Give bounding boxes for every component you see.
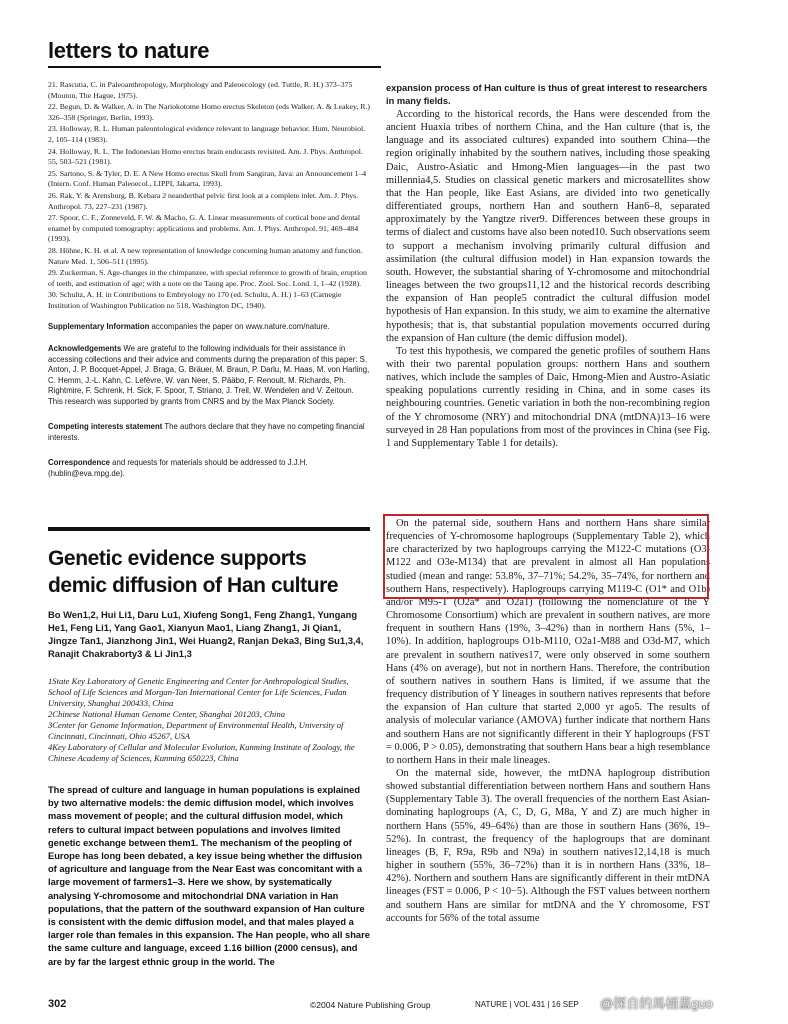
author-list: Bo Wen1,2, Hui Li1, Daru Lu1, Xiufeng Song1, Feng Zhang1, Yungang He1, Feng Li1, Yang Gao1, Xianyun Mao1, Liang Zhang1, Ji Qian1, Jingze Tan1, Jianzhong Jin1, Wei Huang2, Ranjan Deka3, Bing Su1,3,4, Ranajit Chakraborty3 & Li Jin1,3	[48, 609, 364, 659]
correspondence-text: and requests for materials should be addressed to J.J.H. (hublin@eva.mpg.de).	[48, 458, 308, 478]
journal-citation: NATURE | VOL 431 | 16 SEP	[475, 1000, 579, 1009]
affiliation-item: 4Key Laboratory of Cellular and Molecular Evolution, Kunming Institute of Zoology, the Chinese Academy of Sciences, Kunming 650223, China	[48, 742, 355, 763]
body-paragraph: According to the historical records, the Hans were descended from the ancient Huaxia tribes of northern China, and the Han culture (that is, the language and its associated cultures) expanded into southern China—the region originally inhabited by the southern natives, including those speaking Daic, Austro-Asiatic and Hmong-Mien languages—in the past two millennia4,5. Studies on classical genetic markers and microsatellites show that the Han people, like East Asians, are divided into two genetically differentiated groups, northern Han and southern Han6–8, separated approximately by the Yangtze river9. Differences between these groups in terms of dialect and customs have also been noted10. Such observations seem to support a mechanism involving primarily cultural diffusion and assimilation (the cultural diffusion model) in Han expansion towards the south. However, the substantial sharing of Y-chromosome and mitochondrial lineages between the two groups11,12 and the historical records describing the expansion of Han people5 contradict the cultural diffusion model hypothesis of Han expansion. In this study, we aim to examine the alternative hypothesis; that is, that substantial population movements occurred during the expansion of Han culture (the demic diffusion model).	[386, 109, 710, 344]
watermark: @探自的馬桶蓋guo	[600, 996, 713, 1011]
reference-item: 22. Begun, D. & Walker, A. in The Nariokotome Homo erectus Skeleton (eds Walker, A. & Leakey, R.) 326–358 (Springer, Berlin, 1993).	[48, 102, 370, 122]
reference-item: 29. Zuckerman, S. Age-changes in the chimpanzee, with special reference to growth of brain, eruption of teeth, and estimation of age; with a note on the Taung ape. Proc. Zool. Soc. Lond. 1, 1–42 (1928).	[48, 268, 367, 288]
affiliations	[48, 676, 370, 764]
reference-item: 30. Schultz, A. H. in Contributions to Embryology no 170 (ed. Schultz, A. H.) 1–63 (Carnegie Institution of Washington Publication no 518, Washington DC, 1940).	[48, 290, 342, 310]
abstract: The spread of culture and language in human populations is explained by two alternative models: the demic diffusion model, which involves mass movement of people; and the cultural diffusion model, which refers to cultural impact between populations and involves limited genetic exchange between them1. The mechanism of the peopling of Europe has long been debated, a key issue being whether the diffusion of agriculture and language from the Near East was concomitant with a large movement of farmers1–3. Here we show, by systematically analysing Y-chromosome and mitochondrial DNA variation in Han populations, that the pattern of the southward expansion of Han culture is consistent with the demic diffusion model, and that males played a larger role than females in this expansion. The Han people, who all share the same culture and language, exceed 1.16 billion (2000 census), and are by far the largest ethnic group in the world. The	[48, 785, 370, 967]
highlight-annotation-box	[383, 514, 709, 599]
supplementary-label: Supplementary Information	[48, 322, 150, 331]
correspondence-label: Correspondence	[48, 458, 110, 467]
body-text-upper	[386, 108, 710, 450]
reference-list	[48, 80, 370, 312]
journal-section-header: letters to nature	[48, 38, 210, 63]
correspondence	[48, 458, 370, 479]
body-paragraph: On the paternal side, southern Hans and northern Hans share similar frequencies of Y-chromosome haplogroups (Supplementary Table 2), which are characterized by two haplogroups carrying the M122-C mutations (O3-M122 and O3e-M134) that are prevalent in almost all Han populations studied (mean and range: 53.8%, 37–71%; 54.2%, 35–74%, for northern and southern Hans, respectively). Haplogroups carrying M119-C (O1* and O1b) and/or M95-T (O2a* and O2a1) (following the nomenclature of the Y Chromosome Consortium) which are prevalent in southern natives, are more frequent in southern Hans (19%, 3–42%) than in northern Hans (5%, 1–10%). In addition, haplogroups O1b-M110, O2a1-M88 and O3d-M7, which are prevalent in southern natives17, were only observed in some southern Hans (4% on average), but not in northern Hans. Therefore, the contribution of southern natives in southern Hans is limited, if we assume that the frequency distribution of Y lineages in southern natives represents that before the expansion of Han culture that started 2,000 yr ago5. The results of analysis of molecular variance (AMOVA) further indicate that northern Hans and southern Hans are not significantly different in their Y haplogroups (FST = 0.006, P > 0.05), demonstrating that southern Hans bear a high resemblance to northern Hans in their male lineages.	[386, 518, 710, 766]
article-title: Genetic evidence supports demic diffusion of Han culture	[48, 547, 339, 597]
affiliation-item: 2Chinese National Human Genome Center, Shanghai 201203, China	[48, 709, 286, 719]
competing-interests	[48, 422, 370, 443]
supplementary-note	[48, 322, 370, 333]
affiliation-item: 1State Key Laboratory of Genetic Engineering and Center for Anthropological Studies, School of Life Sciences and Morgan-Tan International Center for Life Sciences, Fudan University, Shanghai 200433, China	[48, 676, 349, 708]
reference-item: 21. Rascutia, C. in Paleoanthropology, Morphology and Paleoecology (ed. Tuttle, R. H.) 373–375 (Mouton, The Hague, 1975).	[48, 80, 353, 100]
competing-label: Competing interests statement	[48, 422, 163, 431]
acknowledgements-text: We are grateful to the following individuals for their assistance in accessing collections and their advice and comments during the preparation of this paper: S. Anton, J. P. Bocquet-Appel, J. Braga, G. Bräuer, M. Braun, P. Darlu, M. Haas, M. von Harling, C. Hemm, J.-L. Kahn, C. Lefèvre, W. van Neer, S. Pääbo, F. Renoult, M. Richards, Ph. Rightmire, F. Schrenk, H. Sick, F. Spoor, T. Striano, J. Treil, W. Wendelen and V. Zeitoun. This research was supported by grants from CNRS and by the Max Planck Society.	[48, 344, 370, 406]
body-paragraph: To test this hypothesis, we compared the genetic profiles of southern Hans with their two parental population groups: northern Hans and southern natives, which include the samples of Daic, Hmong-Mien and Austro-Asiatic speaking populations currently residing in China, and in some cases its neighbouring countries. Genetic variation in both the non-recombining region of the Y chromosome (NRY) and mitochondrial DNA (mtDNA)13–16 were surveyed in 28 Han populations from most of the provinces in China (see Fig. 1 and Supplementary Table 1 for details).	[386, 345, 710, 449]
acknowledgements	[48, 344, 370, 408]
reference-item: 27. Spoor, C. F., Zonneveld, F. W. & Macho, G. A. Linear measurements of cortical bone and dental enamel by computed tomography: applications and problems. Am. J. Phys. Anthropol. 91, 469–484 (1993).	[48, 213, 360, 244]
affiliation-item: 3Center for Genome Information, Department of Environmental Health, University of Cincinnati, Cincinnati, Ohio 45267, USA	[48, 720, 344, 741]
competing-text: The authors declare that they have no competing financial interests.	[48, 422, 365, 442]
reference-item: 23. Holloway, R. L. Human paleontological evidence relevant to language behavior. Hum. Neurobiol. 2, 105–114 (1983).	[48, 124, 366, 144]
body-paragraph: On the maternal side, however, the mtDNA haplogroup distribution showed substantial differentiation between northern Hans and southern Hans (Supplementary Table 3). The overall frequencies of the northern East Asian-dominating haplogroups (A, C, D, G, M8a, Y and Z) are much higher in northern Hans (55%, 49–64%) than are those in southern Hans (36%, 19–52%). In contrast, the frequency of the haplogroups that are dominant lineages (B, F, R9a, R9b and N9a) in southern natives12,14,18 is much higher in southern (55%, 36–72%) than it is in northern Hans (33%, 18–42%). Northern and southern Hans are significantly different in their mtDNA lineages (FST = 0.006, P < 10−5). Although the FST values between northern and southern Hans are similar for mtDNA and the Y chromosome, FST accounts for 56% of the total assume	[386, 767, 710, 924]
reference-item: 24. Holloway, R. L. The Indonesian Homo erectus brain endocasts revisited. Am. J. Phys. Anthropol. 55, 503–521 (1981).	[48, 146, 363, 167]
reference-item: 26. Rak, Y. & Arensburg, B. Kebara 2 neanderthal pelvic first look at a complete inlet. Am. J. Phys. Anthropol. 73, 227–231 (1987).	[48, 190, 359, 211]
supplementary-text: accompanies the paper on www.nature.com/nature.	[151, 322, 330, 331]
copyright-notice: ©2004 Nature Publishing Group	[310, 1000, 431, 1010]
header-rule	[48, 66, 381, 68]
page-number: 302	[48, 998, 67, 1010]
abstract-continuation: expansion process of Han culture is thus of great interest to researchers in many fields.	[386, 83, 708, 106]
acknowledgements-label: Acknowledgements	[48, 344, 122, 353]
reference-item: 28. Höhne, K. H. et al. A new representation of knowledge concerning human anatomy and function. Nature Med. 1, 506–511 (1995).	[48, 245, 363, 266]
reference-item: 25. Sartono, S. & Tyler, D. E. A New Homo erectus Skull from Sangiran, Java: an Announcement 1–4 (Intern. Conf. Human Paleoecol., LIPPI, Jakarta, 1993).	[48, 168, 367, 189]
title-rule	[48, 527, 370, 531]
